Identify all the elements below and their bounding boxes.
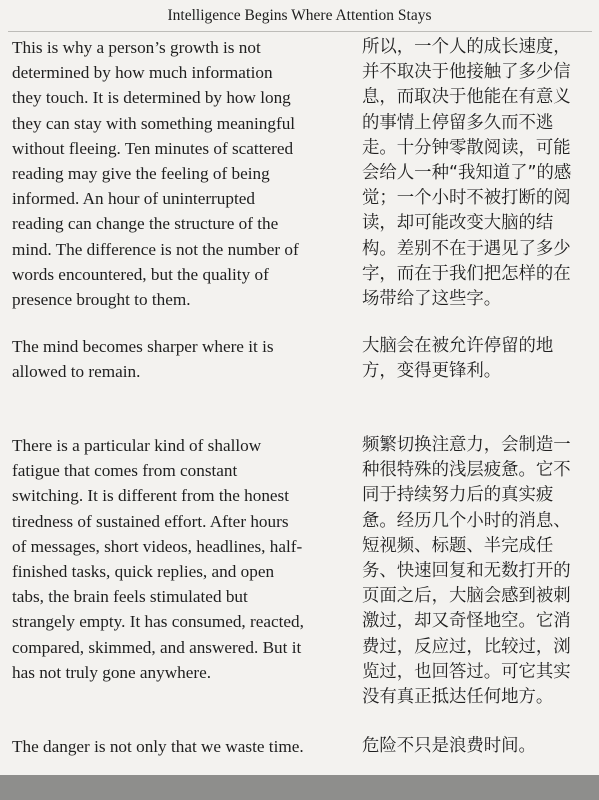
page-title: Intelligence Begins Where Attention Stays [167,7,432,24]
paragraph-1-english [12,35,352,312]
text-line: they can stay with something meaningful [12,113,296,133]
text-line: This is why a person’s growth is not [12,38,261,57]
text-line: presence brought to them. [12,290,191,310]
text-line: 种很特殊的浅层疲惫。它不 [362,460,571,481]
text-line: compared, skimmed, and answered. But it [12,637,302,657]
text-line: of messages, short videos, headlines, half- [12,536,303,556]
text-line: reading may give the feeling of being [12,164,270,184]
text-line: 同于持续努力后的真实疲 [362,485,554,506]
text-line: 费过，反应过，比较过，浏 [362,636,571,657]
text-line: 没有真正抵达任何地方。 [362,687,554,708]
text-line: without fleeing. Ten minutes of scattered [12,138,294,158]
paragraph-3-chinese [362,433,592,710]
paragraph-2-chinese [362,334,592,384]
text-line: 场带给了这些字。 [362,289,502,310]
paragraph-4-chinese [362,734,592,759]
text-line: switching. It is different from the honest [12,486,290,506]
text-line: reading can change the structure of the [12,214,279,234]
text-line: mind. The difference is not the number of [12,239,299,259]
bottom-bar [0,775,599,800]
text-line: strangely empty. It has consumed, reacted, [12,612,304,632]
text-line: allowed to remain. [12,362,141,382]
paragraph-1-chinese [362,35,592,312]
header-divider [8,31,592,32]
text-line: 短视频、标题、半完成任 [362,535,554,556]
text-line: 会给人一种“我知道了”的感 [362,163,572,184]
text-line: 务、快速回复和无数打开的 [362,561,571,582]
text-line: 惫。经历几个小时的消息、 [362,510,571,531]
text-line: 览过，也回答过。可它其实 [362,661,571,682]
text-line: There is a particular kind of shallow [12,436,262,455]
text-line: determined by how much information [12,63,273,83]
text-line: 所以，一个人的成长速度， [362,37,571,57]
text-line: The mind becomes sharper where it is [12,337,274,356]
text-line: 激过，却又奇怪地空。它消 [362,611,571,632]
text-line: has not truly gone anywhere. [12,662,212,682]
text-line: The danger is not only that we waste time. [12,737,304,756]
text-line: 大脑会在被允许停留的地 [362,336,554,356]
text-line: 字，而在于我们把怎样的在 [362,263,571,284]
text-line: 危险不只是浪费时间。 [362,736,536,756]
text-line: 并不取决于他接触了多少信 [362,62,571,83]
text-line: 走。十分钟零散阅读，可能 [362,137,571,158]
text-line: tabs, the brain feels stimulated but [12,587,248,607]
text-line: 频繁切换注意力，会制造一 [362,435,571,455]
text-line: informed. An hour of uninterrupted [12,189,255,209]
paragraph-4-english [12,734,352,759]
text-line: 觉；一个小时不被打断的阅 [362,188,571,209]
text-line: 息，而取决于他能在有意义 [362,87,571,108]
text-line: 页面之后，大脑会感到被刺 [362,586,571,607]
text-line: fatigue that comes from constant [12,461,238,481]
paragraph-3-english [12,433,352,685]
text-line: words encountered, but the quality of [12,264,269,284]
text-line: 的事情上停留多久而不逃 [362,112,554,133]
text-line: tiredness of sustained effort. After hours [12,511,289,531]
paragraph-2-english [12,334,352,384]
text-line: 方，变得更锋利。 [362,361,502,382]
text-line: they touch. It is determined by how long [12,88,291,108]
text-line: 构。差别不在于遇见了多少 [362,238,571,259]
text-line: 读，却可能改变大脑的结 [362,213,554,234]
text-line: finished tasks, quick replies, and open [12,562,275,582]
